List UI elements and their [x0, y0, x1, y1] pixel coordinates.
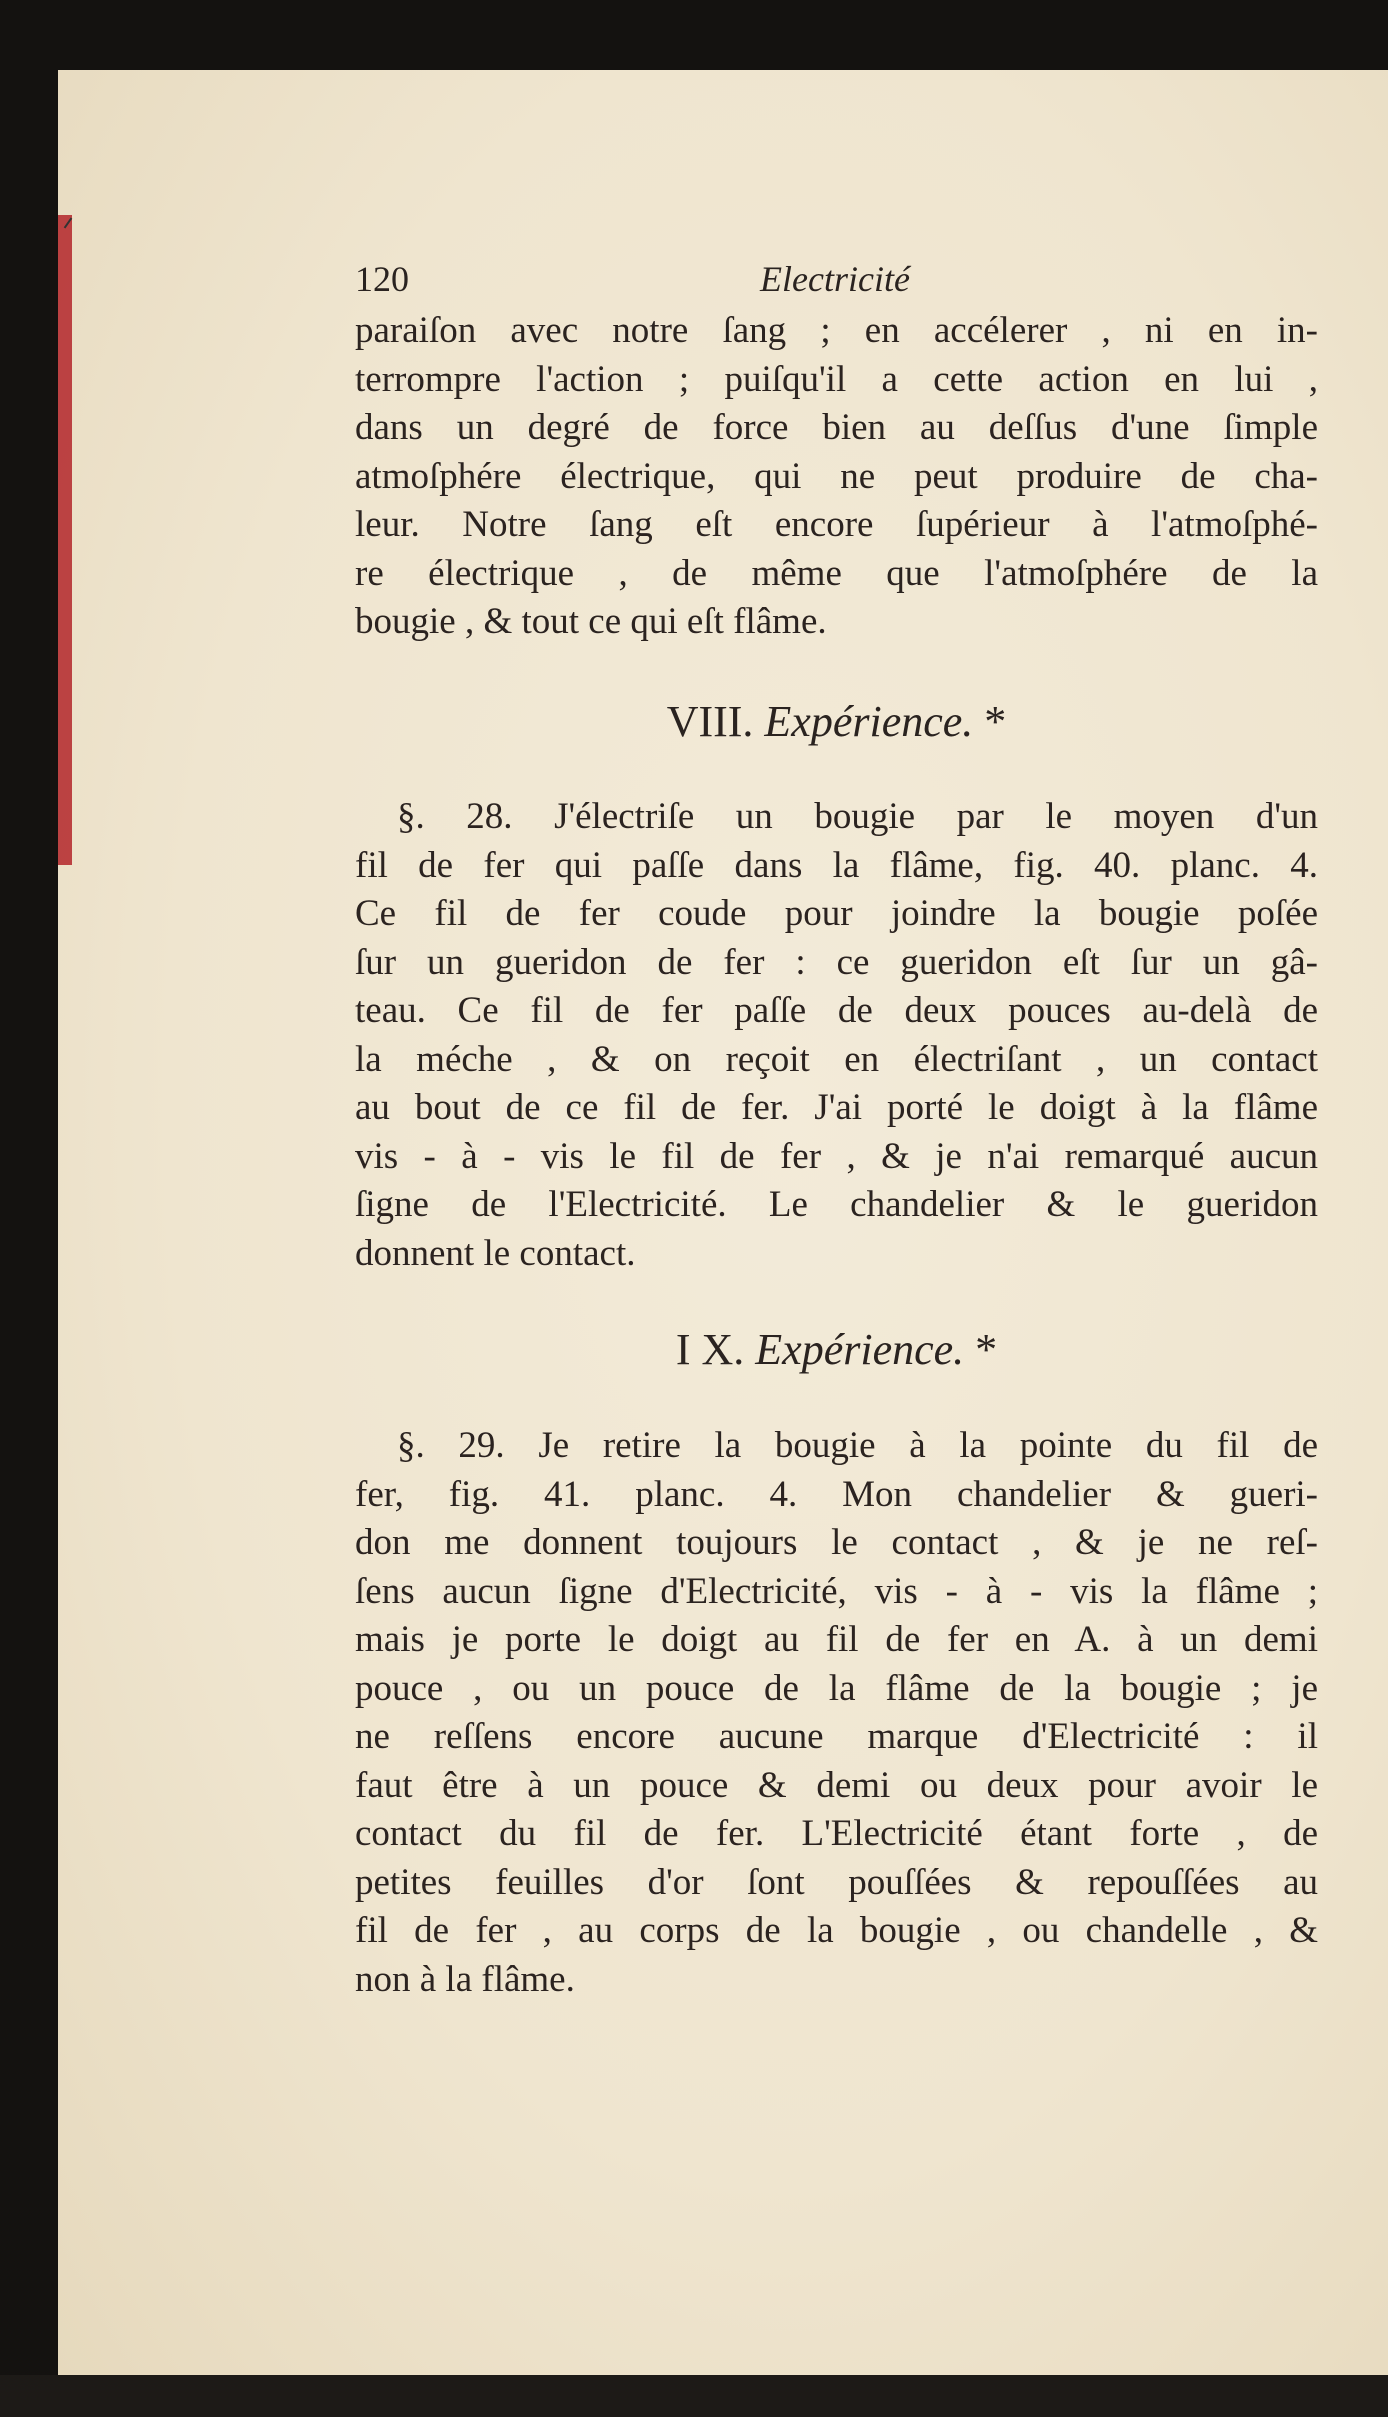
text-line: pouce , ou un pouce de la flâme de la bougie ; je — [355, 1667, 1318, 1709]
text-line: ſigne de l'Electricité. Le chandelier & le gueridon — [355, 1184, 1318, 1225]
text-line: §. 28. J'électriſe un bougie par le moyen d'un — [397, 796, 1318, 837]
section-heading-ix — [355, 1324, 1318, 1375]
text-line: re électrique , de même que l'atmoſphére de la — [355, 552, 1318, 594]
text-line: contact du fil de fer. L'Electricité étant forte , de — [355, 1813, 1318, 1854]
footnote-mark: * — [975, 1325, 998, 1374]
running-head — [355, 258, 1318, 306]
text-line: leur. Notre ſang eſt encore ſupérieur à l'atmoſphé- — [355, 504, 1318, 545]
heading-number: VIII. — [666, 697, 754, 746]
text-line: bougie , & tout ce qui eſt flâme. — [355, 601, 827, 642]
text-line: vis - à - vis le fil de fer , & je n'ai remarqué aucun — [355, 1135, 1318, 1177]
text-line: fil de fer , au corps de la bougie , ou chandelle , & — [355, 1910, 1318, 1951]
text-line: ſur un gueridon de fer : ce gueridon eſt ſur un gâ- — [355, 941, 1318, 983]
text-line: mais je porte le doigt au fil de fer en A. à un demi — [355, 1619, 1318, 1660]
text-line: don me donnent toujours le contact , & je ne reſ- — [355, 1522, 1318, 1563]
text-line: teau. Ce fil de fer paſſe de deux pouces au-delà de — [355, 990, 1318, 1031]
text-line: dans un degré de force bien au deſſus d'une ſimple — [355, 407, 1318, 448]
text-line: au bout de ce fil de fer. J'ai porté le doigt à la flâme — [355, 1087, 1318, 1128]
paragraph-1 — [355, 307, 1318, 647]
text-line: §. 29. Je retire la bougie à la pointe du fil de — [397, 1425, 1318, 1466]
running-title: Electricité — [760, 259, 910, 299]
paragraph-3 — [355, 1422, 1318, 2004]
text-line: donnent le contact. — [355, 1232, 636, 1274]
text-line: non à la flâme. — [355, 1958, 575, 2000]
text-line: fil de fer qui paſſe dans la flâme, fig. 40. planc. 4. — [355, 844, 1318, 886]
text-line: Ce fil de fer coude pour joindre la bougie poſée — [355, 893, 1318, 934]
heading-title: Expérience. — [755, 1325, 965, 1374]
text-line: paraiſon avec notre ſang ; en accélerer , ni en in- — [355, 310, 1318, 351]
heading-number: I X. — [675, 1325, 745, 1374]
text-line: ſens aucun ſigne d'Electricité, vis - à - vis la flâme ; — [355, 1570, 1318, 1612]
binding-edge — [58, 215, 72, 865]
scan-border — [0, 2375, 1388, 2417]
footnote-mark: * — [984, 697, 1007, 746]
text-line: atmoſphére électrique, qui ne peut produire de cha- — [355, 455, 1318, 497]
text-line: la méche , & on reçoit en électriſant , un contact — [355, 1038, 1318, 1080]
paragraph-2 — [355, 793, 1318, 1278]
text-line: faut être à un pouce & demi ou deux pour avoir le — [355, 1764, 1318, 1806]
text-line: petites feuilles d'or ſont pouſſées & repouſſées au — [355, 1861, 1318, 1903]
heading-title: Expérience. — [764, 697, 974, 746]
text-line: fer, fig. 41. planc. 4. Mon chandelier & gueri- — [355, 1473, 1318, 1515]
page-number: 120 — [355, 259, 409, 299]
text-line: ne reſſens encore aucune marque d'Electricité : il — [355, 1716, 1318, 1757]
section-heading-viii — [355, 696, 1318, 747]
text-line: terrompre l'action ; puiſqu'il a cette action en lui , — [355, 358, 1318, 400]
